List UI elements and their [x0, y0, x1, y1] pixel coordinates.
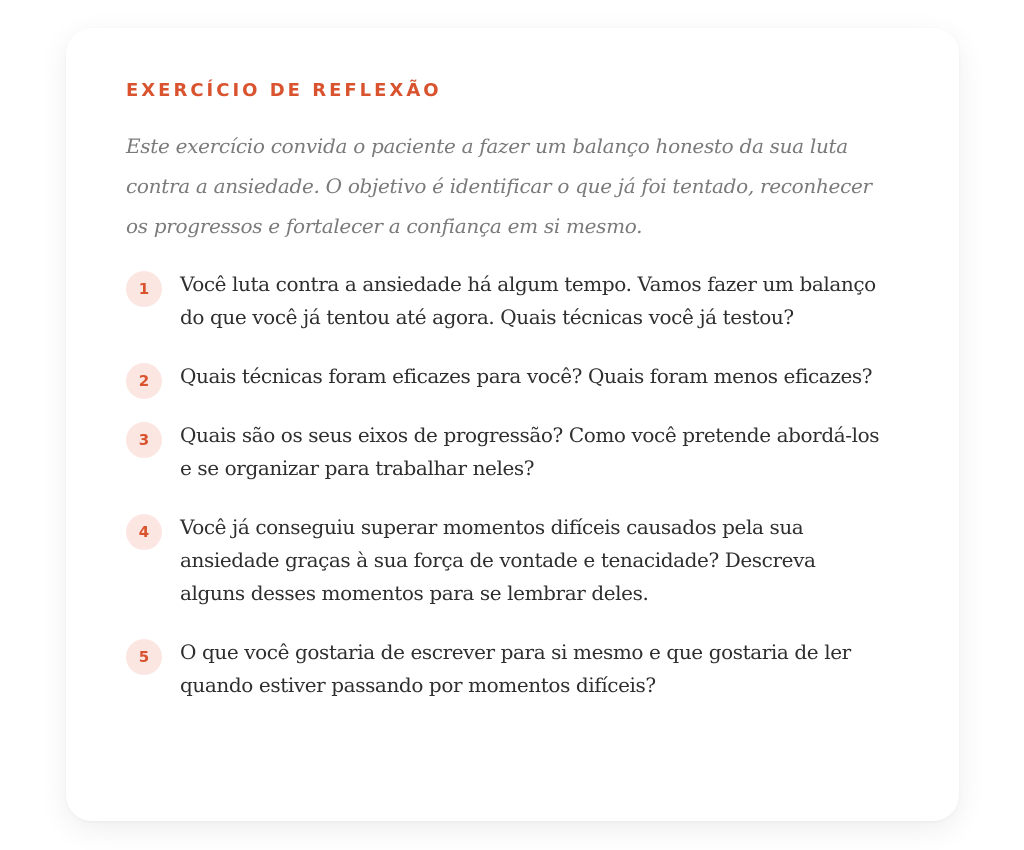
question-item [126, 360, 899, 393]
question-list [126, 268, 899, 702]
question-number-badge: 5 [126, 639, 162, 675]
question-text: Quais técnicas foram eficazes para você? Quais foram menos eficazes? [180, 364, 873, 388]
question-number-badge: 2 [126, 363, 162, 399]
question-item [126, 636, 899, 702]
question-item [126, 268, 899, 334]
question-item [126, 511, 899, 610]
exercise-eyebrow: EXERCÍCIO DE REFLEXÃO [126, 80, 442, 101]
question-number-badge: 3 [126, 422, 162, 458]
exercise-card [66, 28, 959, 821]
question-text: Você já conseguiu superar momentos difíceis causados pela sua ansiedade graças à sua força de vontade e tenacidade? Descreva alguns desses momentos para se lembrar deles. [180, 515, 816, 605]
question-text: Quais são os seus eixos de progressão? Como você pretende abordá-los e se organizar para trabalhar neles? [180, 423, 880, 480]
question-text: O que você gostaria de escrever para si mesmo e que gostaria de ler quando estiver passando por momentos difíceis? [180, 640, 851, 697]
question-item [126, 419, 899, 485]
question-number-badge: 1 [126, 271, 162, 307]
question-text: Você luta contra a ansiedade há algum tempo. Vamos fazer um balanço do que você já tentou até agora. Quais técnicas você já testou? [180, 272, 876, 329]
exercise-intro: Este exercício convida o paciente a fazer um balanço honesto da sua luta contra a ansiedade. O objetivo é identificar o que já foi tentado, reconhecer os progressos e fortalecer a confiança em si mesmo. [126, 134, 872, 238]
question-number-badge: 4 [126, 514, 162, 550]
